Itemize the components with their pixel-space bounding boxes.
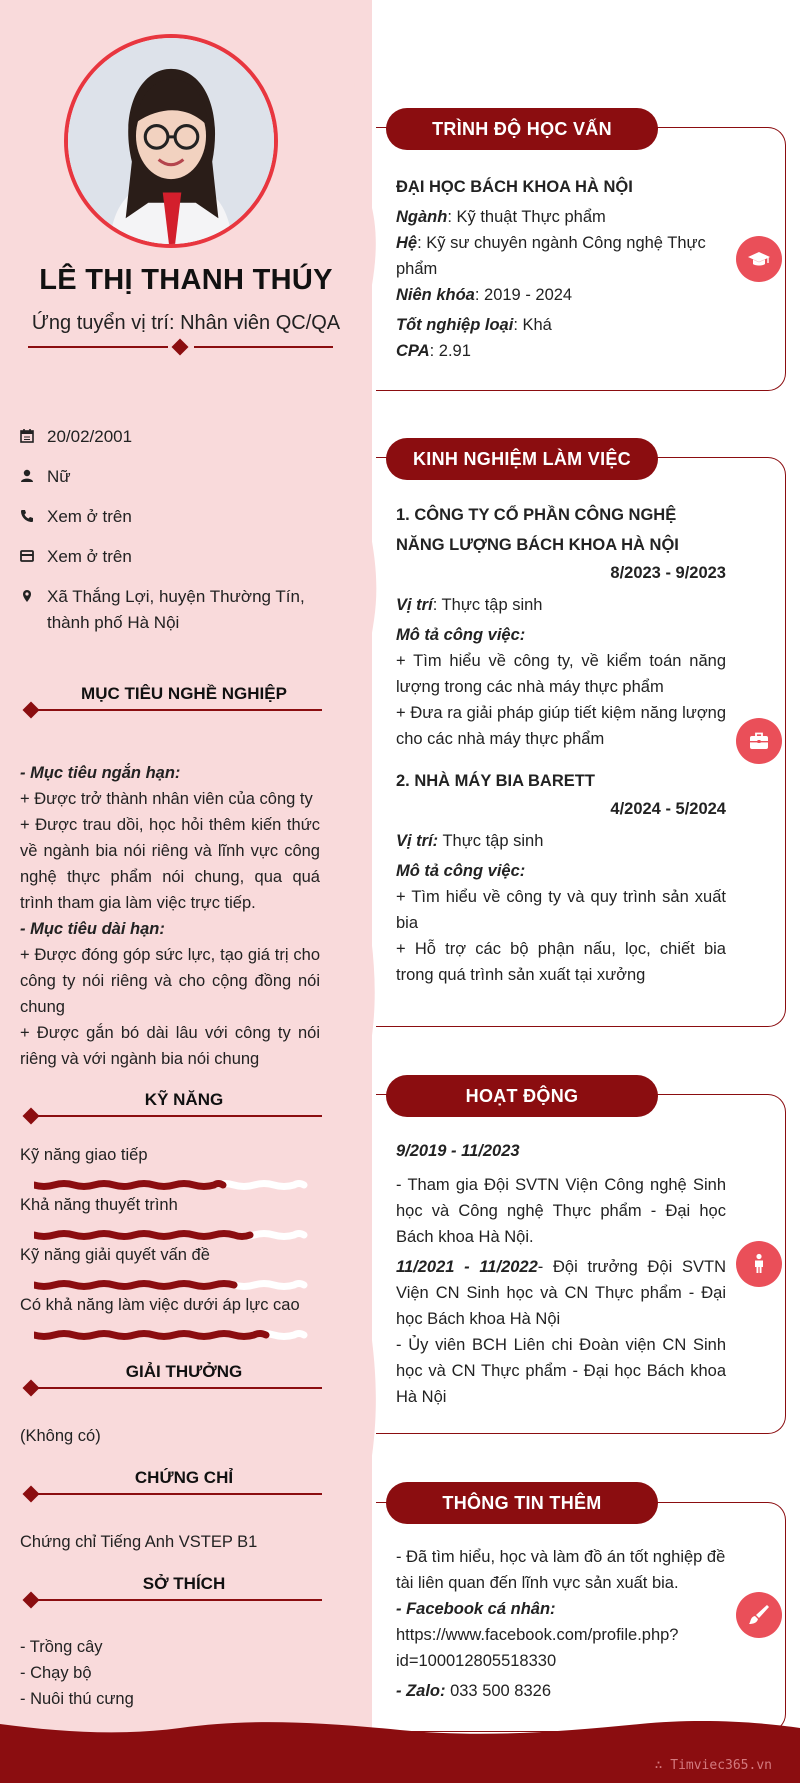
years-label: Niên khóa (396, 286, 475, 304)
additional-title: THÔNG TIN THÊM (386, 1482, 658, 1524)
skill-label: Khả năng thuyết trình (20, 1196, 178, 1214)
awards-text: (Không có) (20, 1427, 101, 1445)
major-value: : Kỹ thuật Thực phẩm (447, 208, 606, 226)
skill-item (20, 1196, 320, 1215)
activity-text: - Tham gia Đội SVTN Viện Công nghệ Sinh học và Công nghệ Thực phẩm - Đại học Bách khoa Hà Nội. (396, 1176, 726, 1246)
candidate-name: LÊ THỊ THANH THÚY (39, 264, 333, 296)
activity-period: 11/2021 - 11/2022 (396, 1258, 538, 1276)
skill-bar (34, 1179, 320, 1191)
section-hobbies-header (22, 1574, 322, 1604)
grade-label: Tốt nghiệp loại (396, 316, 514, 334)
job-desc-item: + Tìm hiểu về công ty và quy trình sản xuất bia (396, 888, 726, 932)
hobby-item: - Chạy bộ (20, 1664, 92, 1682)
cpa-label: CPA (396, 342, 430, 360)
certificates-title: CHỨNG CHỈ (134, 1468, 234, 1487)
hobbies-list (20, 1634, 320, 1712)
facebook-url-line-2[interactable]: id=100012805518330 (396, 1652, 557, 1670)
section-awards-header (22, 1362, 322, 1392)
briefcase-icon (736, 718, 782, 764)
skill-item (20, 1296, 320, 1315)
job-role-label: Vị trí (396, 596, 433, 614)
additional-text: - Đã tìm hiểu, học và làm đồ án tốt nghiệp đề tài liên quan đến lĩnh vực sản xuất bia. (396, 1548, 726, 1592)
grade-value: : Khá (513, 316, 552, 334)
job-company: 2. NHÀ MÁY BIA BARETT (396, 772, 595, 790)
hobby-item: - Nuôi thú cưng (20, 1690, 134, 1708)
job-role: : Thực tập sinh (432, 596, 543, 614)
job-desc-item: + Tìm hiểu về công ty, về kiểm toán năng lượng trong các nhà máy thực phẩm (396, 652, 726, 696)
activity-text: - Ủy viên BCH Liên chi Đoàn viện CN Sinh học và CN Thực phẩm - Đại học Bách khoa Hà Nội (396, 1336, 726, 1406)
years-value: : 2019 - 2024 (474, 286, 573, 304)
avatar (64, 34, 278, 248)
short-term-label: - Mục tiêu ngắn hạn: (20, 764, 181, 782)
contact-address (20, 584, 305, 636)
map-pin-icon (20, 584, 47, 636)
phone-text: Xem ở trên (47, 507, 132, 526)
objective-content (20, 760, 320, 1072)
skill-item (20, 1246, 320, 1265)
long-term-item-2: + Được gắn bó dài lâu với công ty nói riêng và với ngành bia nói chung (20, 1024, 320, 1068)
job-period: 4/2024 - 5/2024 (610, 800, 726, 818)
skill-label: Kỹ năng giải quyết vấn đề (20, 1246, 210, 1264)
activities-content (396, 1138, 726, 1410)
skill-bar (34, 1229, 320, 1241)
birthday-text: 20/02/2001 (47, 427, 133, 446)
skill-label: Có khả năng làm việc dưới áp lực cao (20, 1296, 300, 1314)
major-label: Ngành (396, 208, 448, 226)
education-content (396, 172, 726, 364)
system-label: Hệ (396, 234, 418, 252)
skill-bar (34, 1329, 320, 1341)
section-certificates-header (22, 1468, 322, 1498)
system-value: : Kỹ sư chuyên ngành Công nghệ Thực phẩm (396, 234, 706, 278)
gender-text: Nữ (47, 467, 71, 486)
calendar-icon (20, 424, 47, 450)
certificates-text: Chứng chỉ Tiếng Anh VSTEP B1 (20, 1533, 258, 1551)
skill-label: Kỹ năng giao tiếp (20, 1146, 148, 1164)
skill-bar-fill (34, 1284, 234, 1287)
job-role: Thực tập sinh (438, 832, 544, 850)
applied-position: Ứng tuyển vị trí: Nhân viên QC/QA (31, 312, 341, 334)
job-period: 8/2023 - 9/2023 (610, 564, 726, 582)
footer-wave (0, 1718, 800, 1783)
zalo-label: - Zalo: (396, 1682, 446, 1700)
job-desc-item: + Đưa ra giải pháp giúp tiết kiệm năng lượng cho các nhà máy thực phẩm (396, 704, 726, 748)
section-skills-header (22, 1090, 322, 1120)
person-icon (736, 1241, 782, 1287)
job-desc-label: Mô tả công việc: (396, 626, 526, 644)
skill-bar-fill (34, 1184, 223, 1187)
skill-bar (34, 1279, 320, 1291)
envelope-icon (20, 544, 47, 570)
hobbies-title: SỞ THÍCH (142, 1574, 226, 1593)
activity-period: 9/2019 - 11/2023 (396, 1142, 520, 1160)
user-icon (20, 464, 47, 490)
experience-title: KINH NGHIỆM LÀM VIỆC (386, 438, 658, 480)
skill-bar-fill (34, 1234, 250, 1237)
facebook-label: - Facebook cá nhân: (396, 1600, 556, 1618)
objective-title: MỤC TIÊU NGHỀ NGHIỆP (81, 684, 287, 703)
graduation-cap-icon (736, 236, 782, 282)
hobby-item: - Trồng cây (20, 1638, 103, 1656)
section-objective-header (22, 684, 322, 714)
name-divider (28, 341, 333, 353)
job-desc-label: Mô tả công việc: (396, 862, 526, 880)
education-title: TRÌNH ĐỘ HỌC VẤN (386, 108, 658, 150)
additional-content (396, 1544, 726, 1704)
short-term-item-1: + Được trở thành nhân viên của công ty (20, 790, 313, 808)
phone-icon (20, 504, 47, 530)
awards-title: GIẢI THƯỞNG (125, 1362, 243, 1381)
contact-phone (20, 504, 132, 530)
activity-text: - Đội trưởng Đội SVTN Viện CN Sinh học và CN Thực phẩm - Đại học Bách khoa Hà Nội (396, 1258, 726, 1328)
address-line-2: thành phố Hà Nội (47, 613, 180, 632)
paintbrush-icon (736, 1592, 782, 1638)
skill-item (20, 1146, 320, 1165)
facebook-url-line-1[interactable]: https://www.facebook.com/profile.php? (396, 1626, 679, 1644)
long-term-item-1: + Được đóng góp sức lực, tạo giá trị cho công ty nói riêng và cho cộng đồng nói chung (20, 946, 320, 1016)
email-text: Xem ở trên (47, 547, 132, 566)
zalo-value: 033 500 8326 (445, 1682, 552, 1700)
cpa-value: : 2.91 (429, 342, 471, 360)
experience-content (396, 500, 726, 988)
job-company: 1. CÔNG TY CỔ PHẦN CÔNG NGHỆ NĂNG LƯỢNG BÁCH KHOA HÀ NỘI (396, 506, 679, 554)
activities-title: HOẠT ĐỘNG (386, 1075, 658, 1117)
contact-gender (20, 464, 71, 490)
skill-bar-fill (34, 1334, 266, 1337)
job-desc-item: + Hỗ trợ các bộ phận nấu, lọc, chiết bia trong quá trình sản xuất tại xưởng (396, 940, 726, 984)
skills-title: KỸ NĂNG (144, 1090, 224, 1109)
watermark: ∴ Timviec365.vn (654, 1758, 772, 1773)
school-name: ĐẠI HỌC BÁCH KHOA HÀ NỘI (396, 178, 633, 196)
job-role-label: Vị trí: (396, 832, 439, 850)
short-term-item-2: + Được trau dồi, học hỏi thêm kiến thức về ngành bia nói riêng và lĩnh vực công nghệ thực phẩm nói chung, qua quá trình tham gia làm việc trực tiếp. (20, 816, 320, 912)
contact-email (20, 544, 132, 570)
long-term-label: - Mục tiêu dài hạn: (20, 920, 165, 938)
address-line-1: Xã Thắng Lợi, huyện Thường Tín, (47, 587, 305, 606)
contact-birthday (20, 424, 132, 450)
